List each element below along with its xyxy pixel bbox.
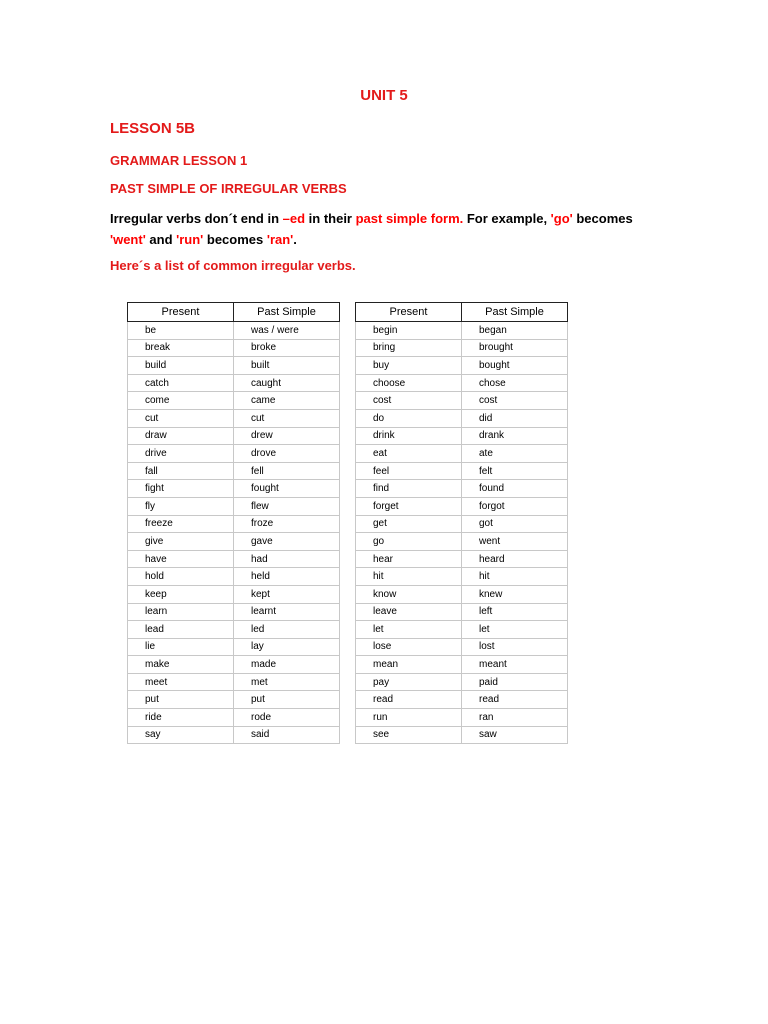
present-cell: give	[128, 533, 234, 551]
present-cell: put	[128, 691, 234, 709]
past-simple-cell: broke	[234, 339, 340, 357]
table-row	[356, 462, 568, 480]
table-row	[356, 480, 568, 498]
present-cell: drink	[356, 427, 462, 445]
table-row	[128, 322, 340, 340]
table-row	[128, 445, 340, 463]
present-cell: go	[356, 533, 462, 551]
present-cell: pay	[356, 673, 462, 691]
past-simple-cell: drove	[234, 445, 340, 463]
unit-title: UNIT 5	[360, 87, 408, 104]
present-cell: see	[356, 726, 462, 744]
table-row	[128, 374, 340, 392]
present-cell: hit	[356, 568, 462, 586]
past-simple-cell: forgot	[462, 497, 568, 515]
table-row	[128, 462, 340, 480]
table-row	[356, 339, 568, 357]
past-simple-cell: ran	[462, 709, 568, 727]
past-simple-cell: hit	[462, 568, 568, 586]
past-simple-cell: led	[234, 621, 340, 639]
past-simple-cell: said	[234, 726, 340, 744]
header-present: Present	[128, 303, 234, 322]
present-cell: catch	[128, 374, 234, 392]
present-cell: draw	[128, 427, 234, 445]
present-cell: fall	[128, 462, 234, 480]
table-row	[128, 550, 340, 568]
past-simple-cell: held	[234, 568, 340, 586]
present-cell: keep	[128, 585, 234, 603]
table-row	[356, 550, 568, 568]
present-cell: fight	[128, 480, 234, 498]
past-simple-cell: met	[234, 673, 340, 691]
table-row	[356, 568, 568, 586]
present-cell: build	[128, 357, 234, 375]
lesson-title: LESSON 5B	[110, 120, 196, 137]
present-cell: run	[356, 709, 462, 727]
present-cell: drive	[128, 445, 234, 463]
table-row	[128, 427, 340, 445]
table-row	[128, 409, 340, 427]
present-cell: break	[128, 339, 234, 357]
intro-text: becomes	[572, 211, 633, 226]
past-simple-cell: let	[462, 621, 568, 639]
past-simple-cell: had	[234, 550, 340, 568]
present-cell: begin	[356, 322, 462, 340]
present-cell: buy	[356, 357, 462, 375]
past-simple-cell: learnt	[234, 603, 340, 621]
table-row	[356, 656, 568, 674]
verb-table-left	[127, 302, 340, 744]
table-row	[356, 709, 568, 727]
present-cell: freeze	[128, 515, 234, 533]
table-row	[356, 374, 568, 392]
table-row	[128, 533, 340, 551]
table-row	[128, 357, 340, 375]
past-simple-cell: drank	[462, 427, 568, 445]
table-row	[128, 656, 340, 674]
table-row	[356, 357, 568, 375]
header-past-simple: Past Simple	[462, 303, 568, 322]
present-cell: be	[128, 322, 234, 340]
past-simple-cell: cut	[234, 409, 340, 427]
present-cell: cut	[128, 409, 234, 427]
past-simple-cell: came	[234, 392, 340, 410]
table-row	[356, 673, 568, 691]
present-cell: lead	[128, 621, 234, 639]
table-row	[356, 445, 568, 463]
table-row	[128, 497, 340, 515]
intro-highlight-ed: –ed	[282, 211, 306, 226]
section-title: PAST SIMPLE OF IRREGULAR VERBS	[110, 181, 347, 196]
table-row	[128, 709, 340, 727]
table-row	[128, 621, 340, 639]
past-simple-cell: ate	[462, 445, 568, 463]
header-present: Present	[356, 303, 462, 322]
table-row	[128, 638, 340, 656]
past-simple-cell: read	[462, 691, 568, 709]
present-cell: meet	[128, 673, 234, 691]
present-cell: choose	[356, 374, 462, 392]
table-row	[356, 392, 568, 410]
table-row	[356, 638, 568, 656]
present-cell: mean	[356, 656, 462, 674]
table-row	[356, 322, 568, 340]
past-simple-cell: began	[462, 322, 568, 340]
past-simple-cell: paid	[462, 673, 568, 691]
past-simple-cell: felt	[462, 462, 568, 480]
present-cell: know	[356, 585, 462, 603]
past-simple-cell: went	[462, 533, 568, 551]
table-row	[356, 409, 568, 427]
table-row	[128, 339, 340, 357]
present-cell: hear	[356, 550, 462, 568]
past-simple-cell: found	[462, 480, 568, 498]
table-row	[356, 726, 568, 744]
past-simple-cell: rode	[234, 709, 340, 727]
intro-text: in their	[305, 211, 356, 226]
present-cell: get	[356, 515, 462, 533]
verb-table-right	[355, 302, 568, 744]
table-row	[128, 673, 340, 691]
table-row	[356, 691, 568, 709]
past-simple-cell: meant	[462, 656, 568, 674]
present-cell: cost	[356, 392, 462, 410]
present-cell: do	[356, 409, 462, 427]
present-cell: find	[356, 480, 462, 498]
intro-text: Irregular verbs don´t end in	[110, 211, 283, 226]
table-row	[356, 533, 568, 551]
present-cell: feel	[356, 462, 462, 480]
past-simple-cell: drew	[234, 427, 340, 445]
present-cell: let	[356, 621, 462, 639]
past-simple-cell: fell	[234, 462, 340, 480]
intro-text: .	[293, 232, 297, 247]
past-simple-cell: built	[234, 357, 340, 375]
past-simple-cell: fought	[234, 480, 340, 498]
table-row	[128, 726, 340, 744]
past-simple-cell: bought	[462, 357, 568, 375]
intro-highlight-went: 'went'	[110, 232, 146, 247]
past-simple-cell: chose	[462, 374, 568, 392]
intro-text: becomes	[203, 232, 267, 247]
past-simple-cell: left	[462, 603, 568, 621]
past-simple-cell: lost	[462, 638, 568, 656]
past-simple-cell: brought	[462, 339, 568, 357]
table-row	[128, 515, 340, 533]
list-intro: Here´s a list of common irregular verbs.	[110, 258, 356, 273]
present-cell: eat	[356, 445, 462, 463]
intro-highlight-ran: 'ran'	[266, 232, 294, 247]
present-cell: come	[128, 392, 234, 410]
table-row	[356, 585, 568, 603]
grammar-lesson-title: GRAMMAR LESSON 1	[110, 153, 248, 168]
past-simple-cell: froze	[234, 515, 340, 533]
present-cell: hold	[128, 568, 234, 586]
past-simple-cell: gave	[234, 533, 340, 551]
past-simple-cell: was / were	[234, 322, 340, 340]
past-simple-cell: saw	[462, 726, 568, 744]
past-simple-cell: kept	[234, 585, 340, 603]
table-row	[128, 480, 340, 498]
present-cell: say	[128, 726, 234, 744]
past-simple-cell: got	[462, 515, 568, 533]
intro-paragraph	[110, 208, 670, 250]
table-row	[128, 603, 340, 621]
past-simple-cell: flew	[234, 497, 340, 515]
table-row	[356, 603, 568, 621]
header-past-simple: Past Simple	[234, 303, 340, 322]
table-row	[356, 427, 568, 445]
present-cell: learn	[128, 603, 234, 621]
table-row	[128, 568, 340, 586]
table-row	[128, 392, 340, 410]
present-cell: lie	[128, 638, 234, 656]
past-simple-cell: made	[234, 656, 340, 674]
intro-highlight-go: 'go'	[550, 211, 573, 226]
present-cell: forget	[356, 497, 462, 515]
past-simple-cell: cost	[462, 392, 568, 410]
table-row	[356, 621, 568, 639]
table-row	[128, 585, 340, 603]
table-row	[356, 497, 568, 515]
present-cell: read	[356, 691, 462, 709]
present-cell: make	[128, 656, 234, 674]
table-row	[128, 691, 340, 709]
past-simple-cell: lay	[234, 638, 340, 656]
past-simple-cell: knew	[462, 585, 568, 603]
present-cell: bring	[356, 339, 462, 357]
past-simple-cell: put	[234, 691, 340, 709]
intro-highlight-form: past simple form.	[355, 211, 464, 226]
past-simple-cell: heard	[462, 550, 568, 568]
present-cell: ride	[128, 709, 234, 727]
present-cell: fly	[128, 497, 234, 515]
past-simple-cell: did	[462, 409, 568, 427]
present-cell: lose	[356, 638, 462, 656]
present-cell: leave	[356, 603, 462, 621]
intro-text: and	[145, 232, 177, 247]
intro-highlight-run: 'run'	[176, 232, 204, 247]
table-row	[356, 515, 568, 533]
intro-text: For example,	[463, 211, 551, 226]
present-cell: have	[128, 550, 234, 568]
past-simple-cell: caught	[234, 374, 340, 392]
